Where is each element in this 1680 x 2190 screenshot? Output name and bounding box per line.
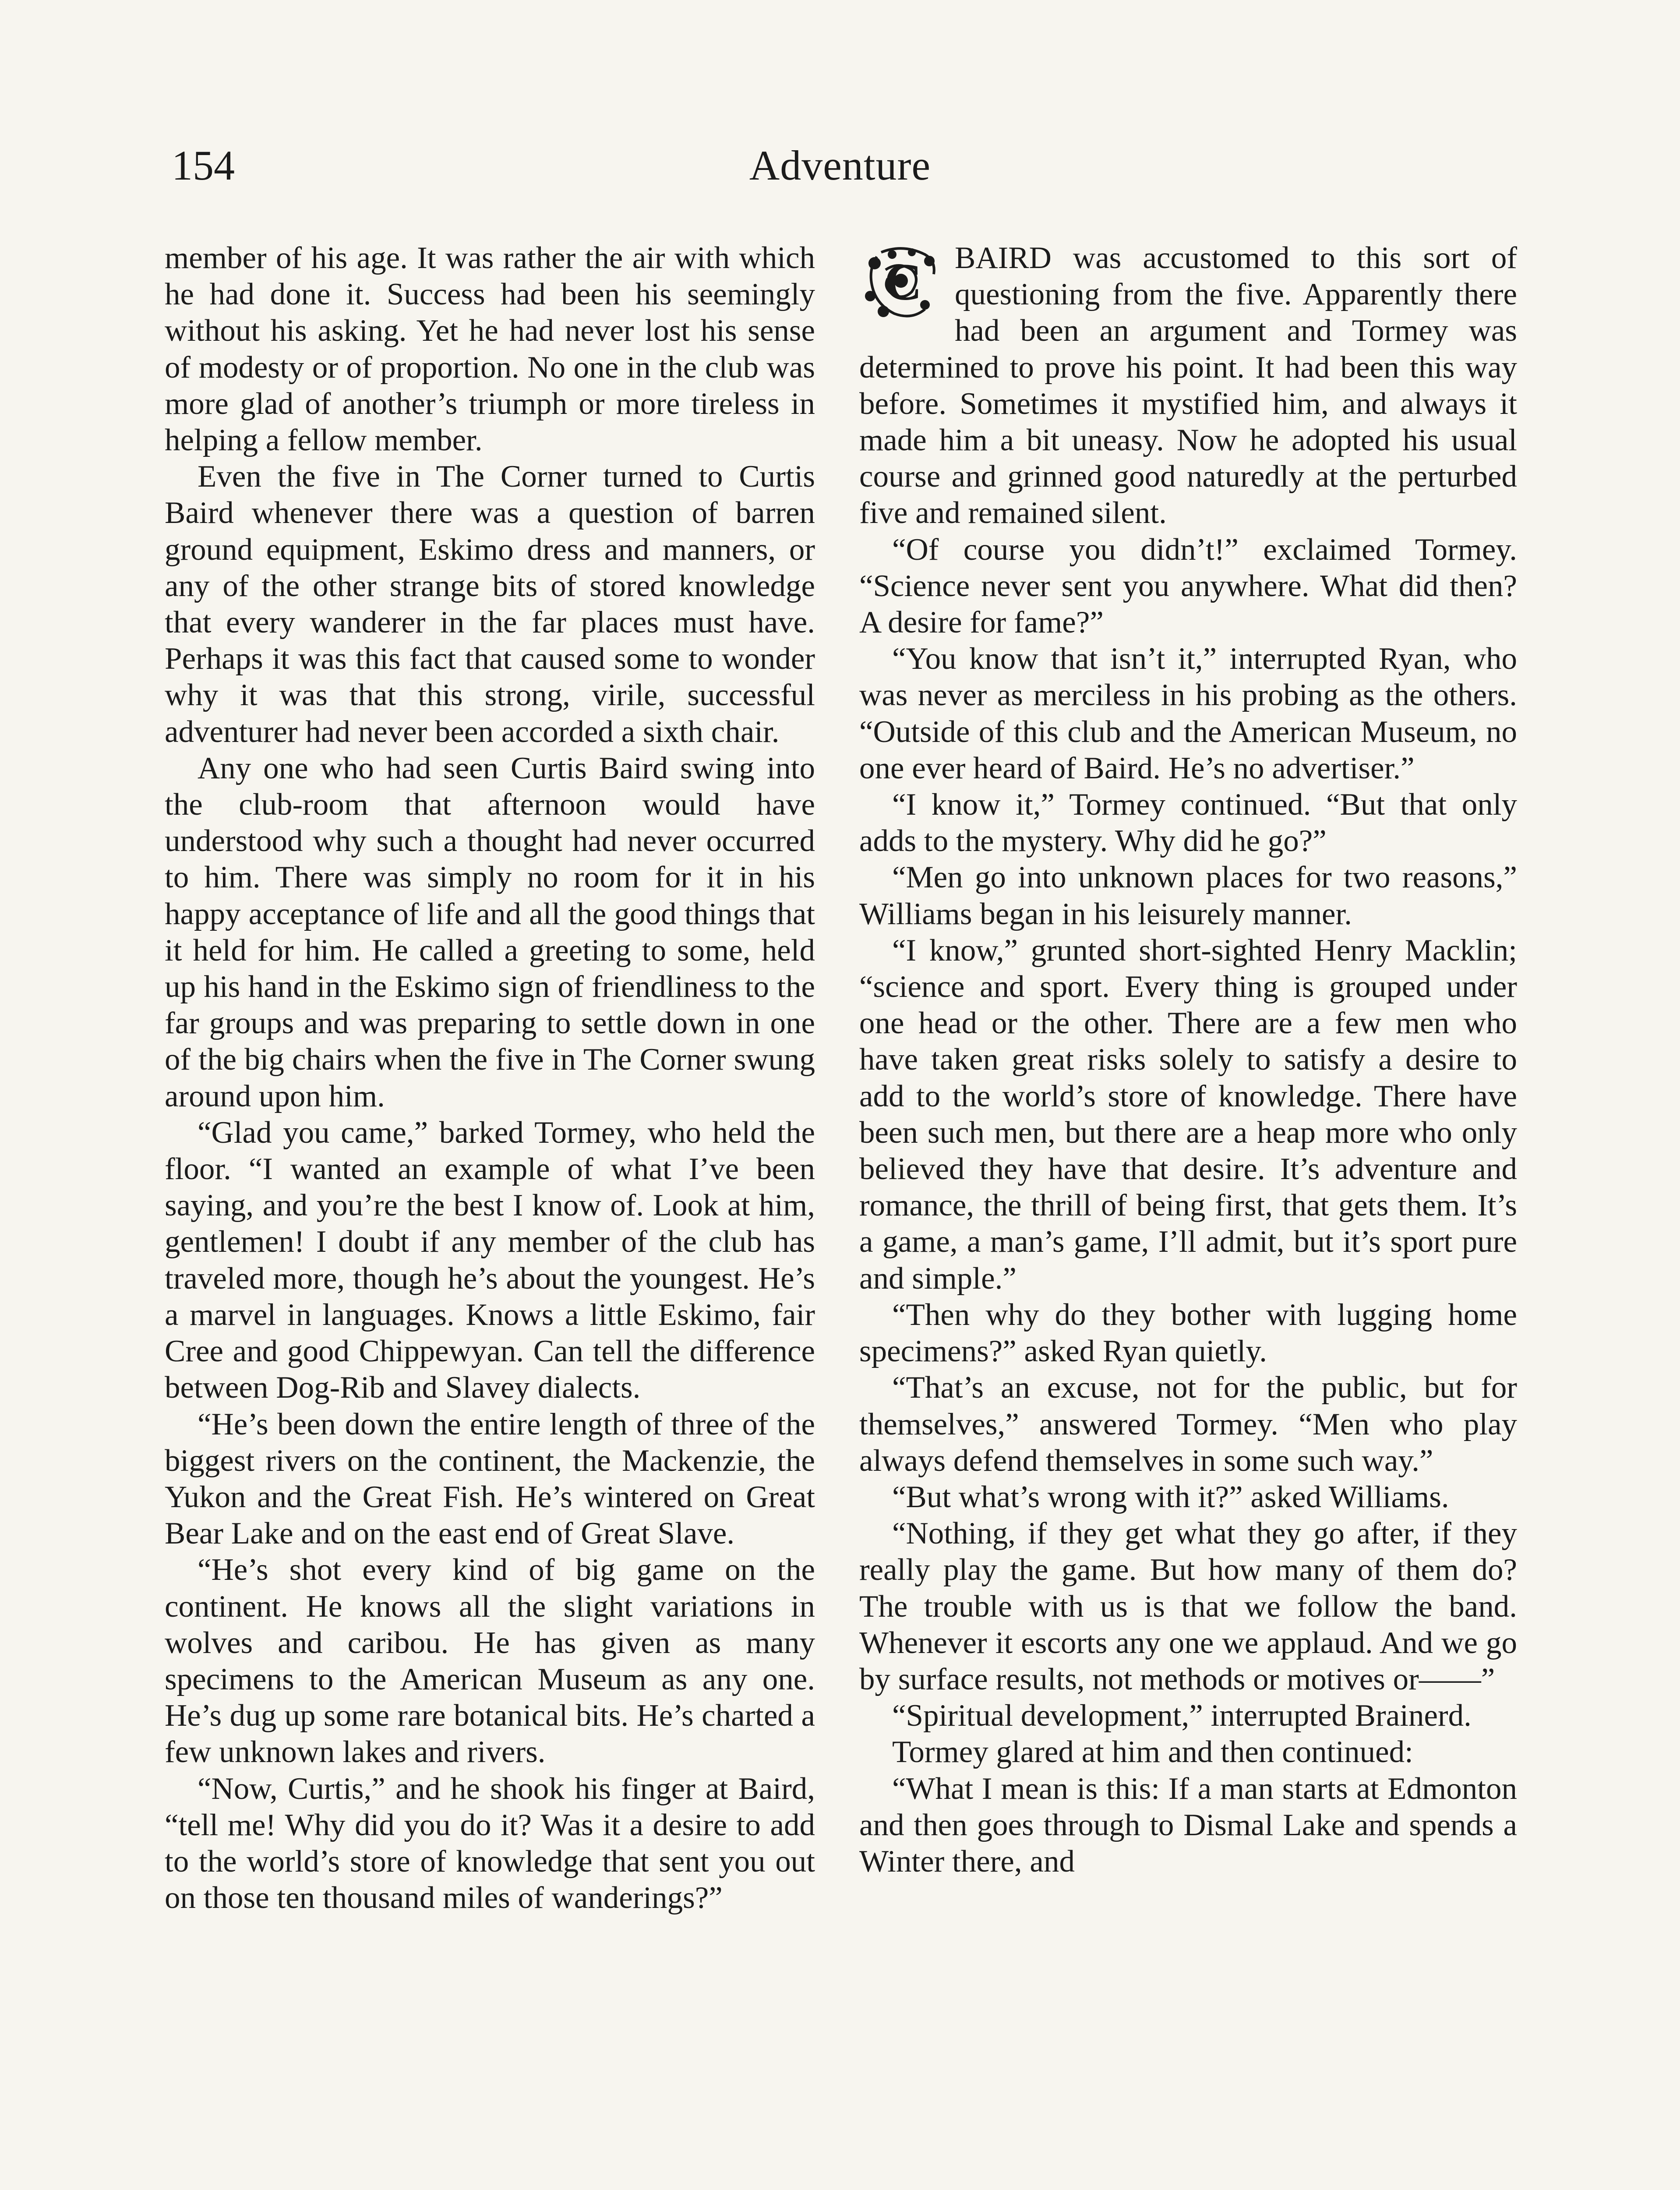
paragraph: “Men go into unknown places for two reasons,” Williams began in his leisurely manner. <box>859 860 1517 931</box>
paragraph: “Spiritual development,” interrupted Brainerd. <box>892 1699 1472 1733</box>
paragraph: “That’s an excuse, not for the public, but for themselves,” answered Tormey. “Men who play always defend themselves in some such way.” <box>859 1371 1517 1478</box>
paragraph: “I know it,” Tormey continued. “But that only adds to the mystery. Why did he go?” <box>859 788 1517 858</box>
left-column <box>165 240 815 1916</box>
paragraph: “But what’s wrong with it?” asked Williams. <box>892 1480 1449 1514</box>
page-number: 154 <box>172 142 235 189</box>
svg-text:C: C <box>884 253 922 311</box>
paragraph: “I know,” grunted short-sighted Henry Macklin; “science and sport. Every thing is grouped under one head or the other. There are a few men who have taken great risks solely to satisfy a desire to add to the world’s store of knowledge. There have been such men, but there are a heap more who only believed they have that desire. It’s adventure and romance, the thrill of being first, that gets them. It’s a game, a man’s game, I’ll admit, but it’s sport pure and simple.” <box>859 933 1517 1296</box>
paragraph: “He’s shot every kind of big game on the continent. He knows all the slight variations in wolves and caribou. He has given as many specimens to the American Museum as any one. He’s dug up some rare botanical bits. He’s charted a few unknown lakes and rivers. <box>165 1553 815 1770</box>
paragraph: Any one who had seen Curtis Baird swing into the club-room that afternoon would have understood why such a thought had never occurred to him. There was simply no room for it in his happy acceptance of life and all the good things that it held for him. He called a greeting to some, held up his hand in the Eskimo sign of friendliness to the far groups and was preparing to settle down in one of the big chairs when the five in The Corner swung around upon him. <box>165 751 815 1113</box>
paragraph: “Then why do they bother with lugging home specimens?” asked Ryan quietly. <box>859 1297 1517 1369</box>
paragraph: member of his age. It was rather the air with which he had done it. Success had been his seemingly without his asking. Yet he had never lost his sense of modesty or of proportion. No one in the club was more glad of another’s triumph or more tireless in helping a fellow member. <box>165 241 815 458</box>
ornamental-dropcap <box>859 244 947 322</box>
paragraph: “Nothing, if they get what they go after, if they really play the game. But how many of them do? The trouble with us is that we follow the band. Whenever it escorts any one we applaud. And we go by surface results, not methods or motives or——” <box>859 1516 1517 1696</box>
paragraph: “What I mean is this: If a man starts at Edmonton and then goes through to Dismal Lake and spends a Winter there, and <box>859 1771 1517 1879</box>
paragraph: “Of course you didn’t!” exclaimed Tormey. “Science never sent you anywhere. What did then? A desire for fame?” <box>859 532 1517 640</box>
paragraph: Even the five in The Corner turned to Curtis Baird whenever there was a question of barren ground equipment, Eskimo dress and manners, or any of the other strange bits of stored knowledge that every wanderer in the far places must have. Perhaps it was this fact that caused some to wonder why it was that this strong, virile, successful adventurer had never been accorded a sixth chair. <box>165 459 815 749</box>
paragraph: “You know that isn’t it,” interrupted Ryan, who was never as merciless in his probing as the others. “Outside of this club and the American Museum, no one ever heard of Baird. He’s no advertiser.” <box>859 642 1517 785</box>
paragraph: BAIRD was accustomed to this sort of questioning from the five. Apparently there had been an argument and Tormey was determined to prove his point. It had been this way before. Sometimes it mystified him, and always it made him a bit uneasy. Now he adopted his usual course and grinned good naturedly at the perturbed five and remained silent. <box>859 241 1517 530</box>
paragraph: “Glad you came,” barked Tormey, who held the floor. “I wanted an example of what I’ve been saying, and you’re the best I know of. Look at him, gentlemen! I doubt if any member of the club has traveled more, though he’s about the youngest. He’s a marvel in languages. Knows a little Eskimo, fair Cree and good Chippewyan. Can tell the difference between Dog-Rib and Slavey dialects. <box>165 1115 815 1405</box>
paragraph: “Now, Curtis,” and he shook his finger at Baird, “tell me! Why did you do it? Was it a desire to add to the world’s store of knowledge that sent you out on those ten thousand miles of wanderings?” <box>165 1771 815 1915</box>
paragraph: “He’s been down the entire length of three of the biggest rivers on the continent, the Mackenzie, the Yukon and the Great Fish. He’s wintered on Great Bear Lake and on the east end of Great Slave. <box>165 1407 815 1551</box>
paragraph: Tormey glared at him and then continued: <box>892 1735 1413 1770</box>
running-head: Adventure <box>749 142 931 189</box>
right-column <box>859 240 1517 1880</box>
